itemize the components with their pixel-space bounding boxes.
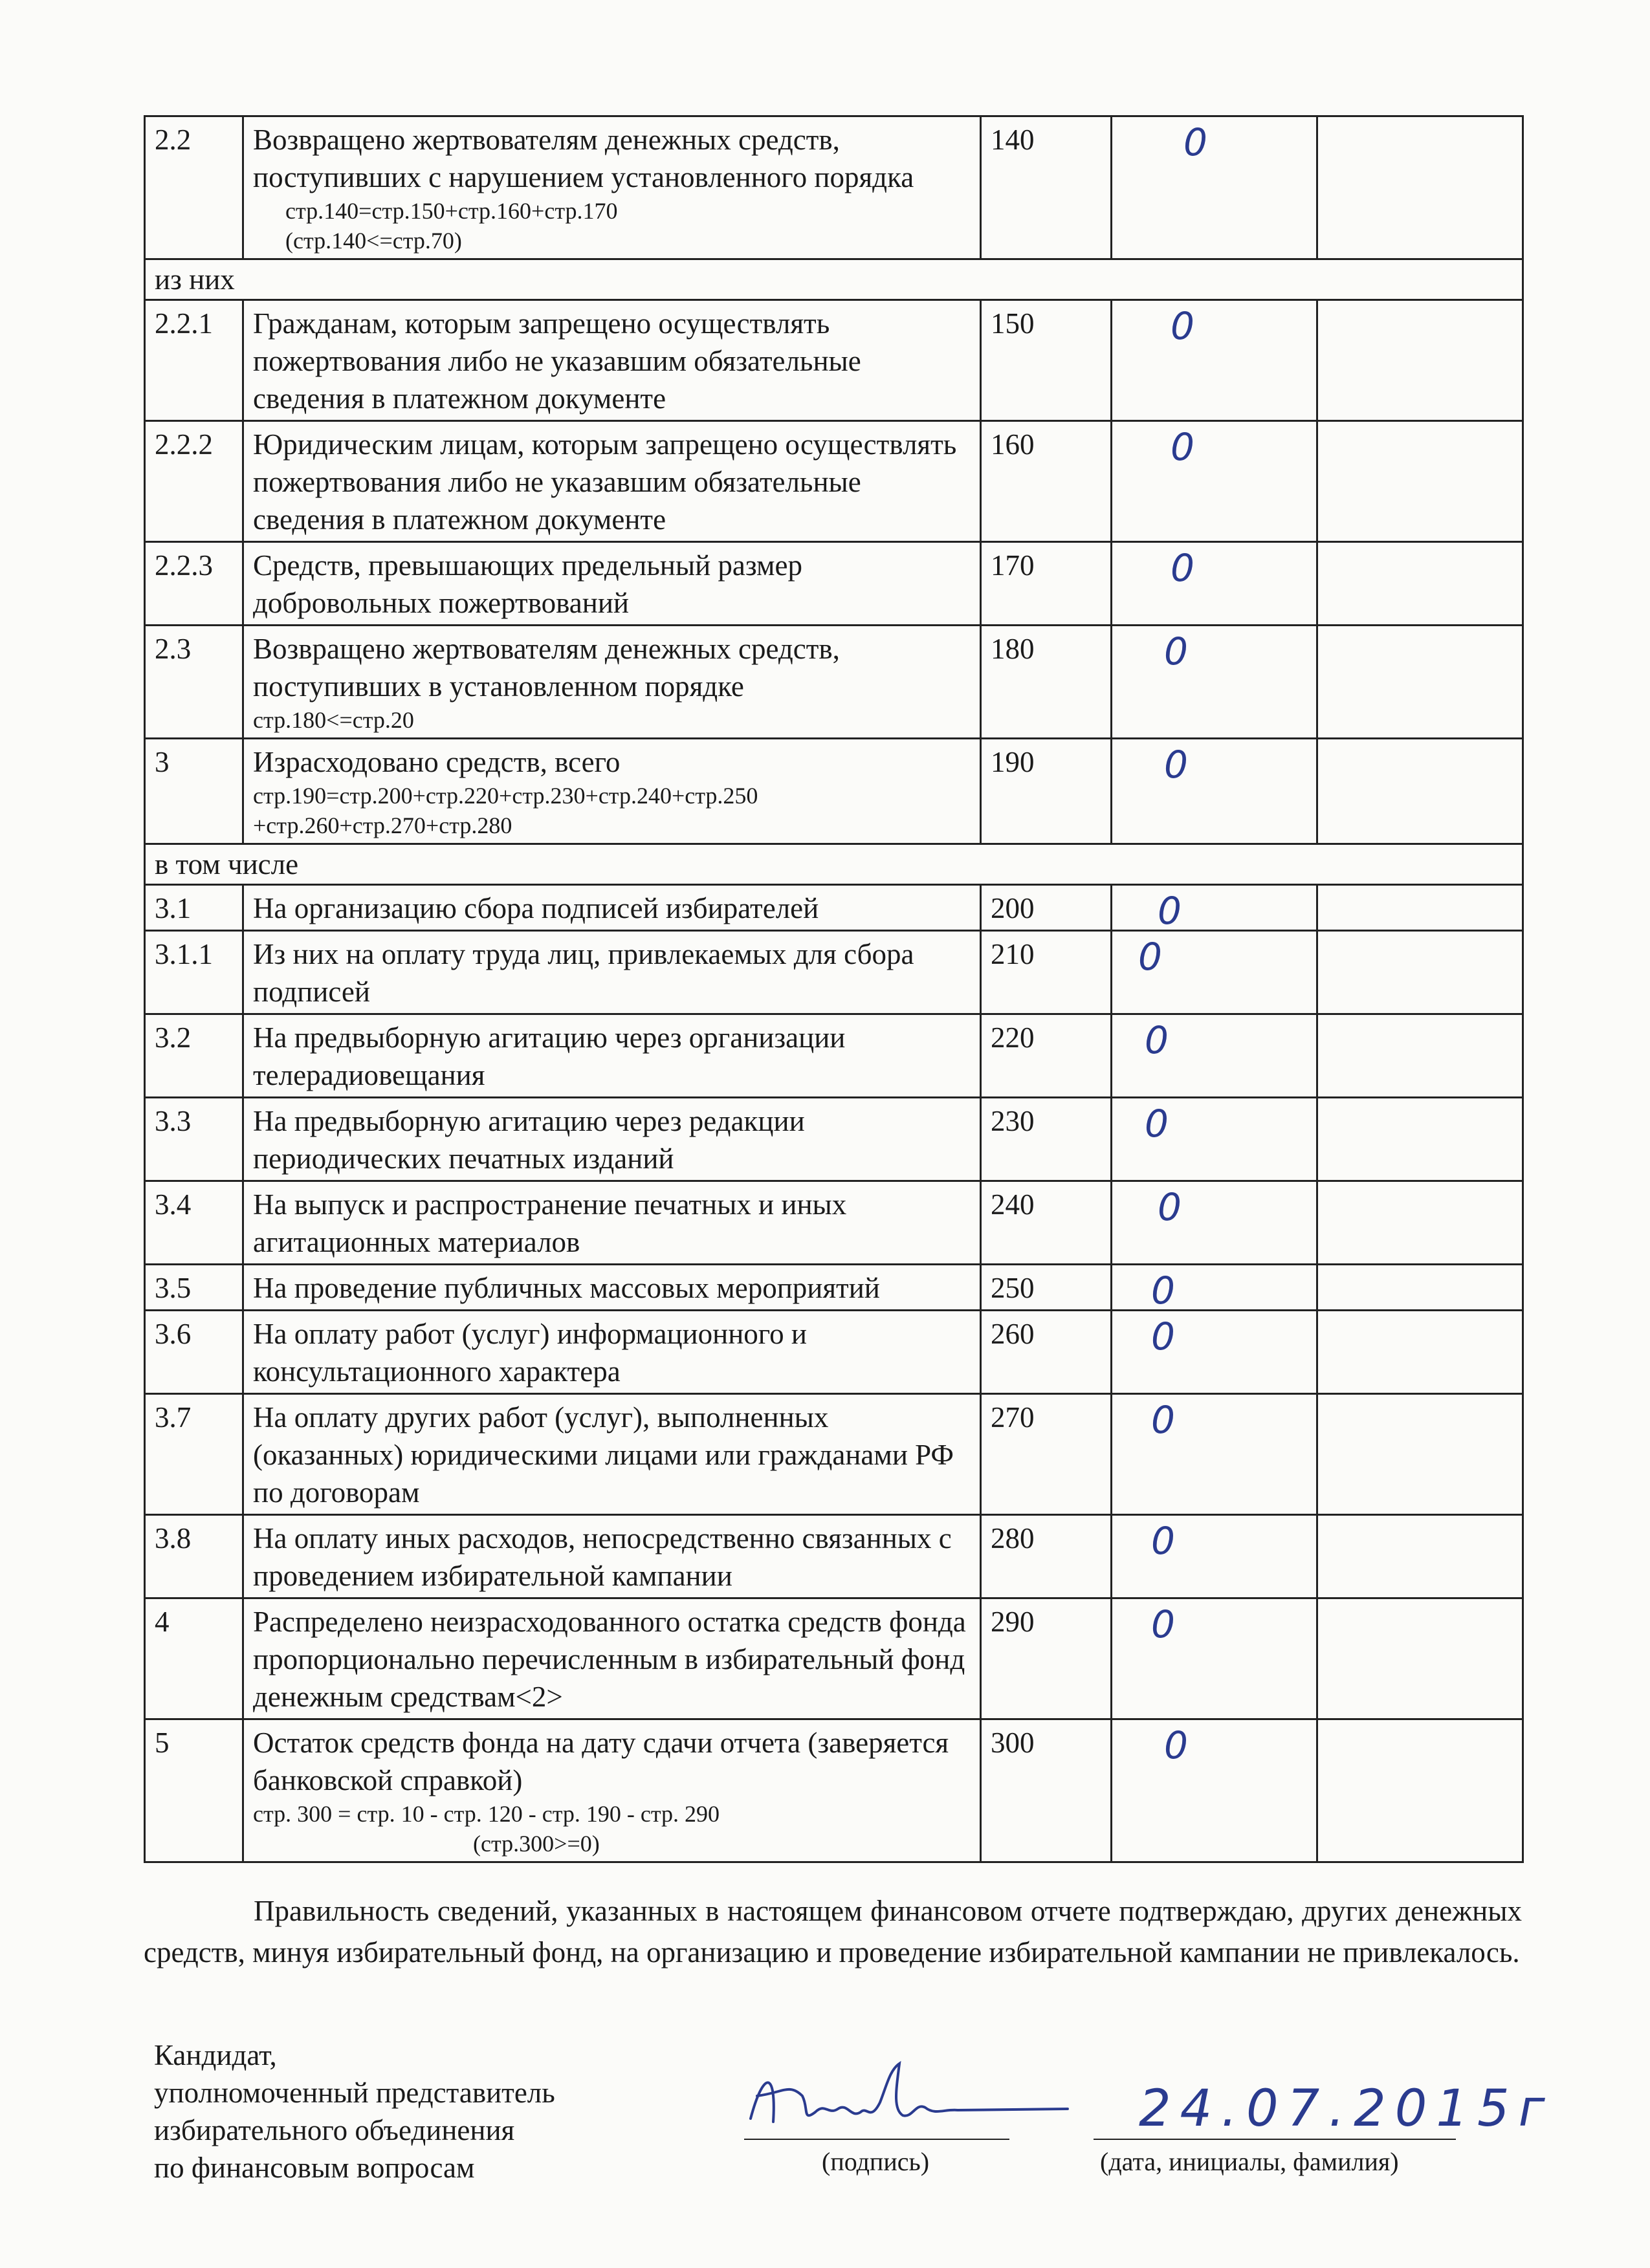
row-formula: стр.140=стр.150+стр.160+стр.170 [285, 198, 618, 224]
row-number: 2.2.1 [145, 300, 243, 421]
date-line [1094, 2139, 1456, 2140]
row-text: Израсходовано средств, всего [253, 746, 621, 778]
row-description [243, 421, 981, 542]
row-empty-cell [1317, 1181, 1523, 1265]
row-number: 2.3 [145, 626, 243, 739]
row-code: 300 [981, 1719, 1112, 1862]
handwritten-value: 0 [1151, 1269, 1175, 1313]
row-code: 140 [981, 116, 1112, 259]
row-text: Из них на оплату труда лиц, привлекаемых для сбора подписей [253, 938, 914, 1008]
section-label: из них [145, 259, 1523, 300]
handwritten-value: 0 [1171, 425, 1194, 469]
row-number: 3.6 [145, 1311, 243, 1394]
handwritten-value: 0 [1183, 120, 1207, 164]
signature-caption: (подпись) [822, 2147, 930, 2176]
row-code: 160 [981, 421, 1112, 542]
handwritten-value: 0 [1151, 1314, 1175, 1358]
row-value [1112, 931, 1317, 1014]
table-row [145, 1719, 1523, 1862]
row-description [243, 1311, 981, 1394]
row-code: 240 [981, 1181, 1112, 1265]
row-description [243, 885, 981, 931]
table-row [145, 421, 1523, 542]
table-row [145, 885, 1523, 931]
row-text: На организацию сбора подписей избирателей [253, 892, 819, 924]
row-description [243, 931, 981, 1014]
row-description [243, 542, 981, 626]
row-empty-cell [1317, 1098, 1523, 1181]
row-number: 5 [145, 1719, 243, 1862]
row-description [243, 626, 981, 739]
handwritten-value: 0 [1158, 889, 1182, 933]
report-table [144, 115, 1524, 1863]
row-description [243, 1598, 981, 1719]
handwritten-value: 0 [1164, 743, 1188, 787]
row-number: 3.1.1 [145, 931, 243, 1014]
row-value [1112, 300, 1317, 421]
row-value [1112, 1265, 1317, 1311]
row-value [1112, 1014, 1317, 1098]
row-empty-cell [1317, 542, 1523, 626]
handwritten-value: 0 [1164, 629, 1188, 673]
table-row [145, 1311, 1523, 1394]
row-text: Возвращено жертвователям денежных средств, поступивших в установленном порядке [253, 633, 840, 703]
row-code: 180 [981, 626, 1112, 739]
row-value [1112, 542, 1317, 626]
handwritten-value: 0 [1171, 304, 1194, 348]
row-number: 3 [145, 739, 243, 844]
table-row [145, 1394, 1523, 1515]
row-empty-cell [1317, 739, 1523, 844]
table-row [145, 1098, 1523, 1181]
handwritten-value: 0 [1158, 1185, 1182, 1229]
row-code: 280 [981, 1515, 1112, 1598]
confirmation-statement: Правильность сведений, указанных в настоящем финансовом отчете подтверждаю, других денежных средств, минуя избирательный фонд, на организацию и проведение избирательной кампании не привлекалось. [144, 1895, 1522, 1968]
signatory-title [154, 2036, 555, 2186]
row-empty-cell [1317, 931, 1523, 1014]
section-row [145, 259, 1523, 300]
row-code: 190 [981, 739, 1112, 844]
row-description [243, 1515, 981, 1598]
row-number: 3.4 [145, 1181, 243, 1265]
row-number: 3.7 [145, 1394, 243, 1515]
row-number: 3.8 [145, 1515, 243, 1598]
table-row [145, 931, 1523, 1014]
row-code: 150 [981, 300, 1112, 421]
row-value [1112, 1598, 1317, 1719]
row-text: Остаток средств фонда на дату сдачи отчета (заверяется банковской справкой) [253, 1727, 949, 1796]
row-value [1112, 739, 1317, 844]
row-text: Средств, превышающих предельный размер добровольных пожертвований [253, 549, 802, 619]
row-empty-cell [1317, 1598, 1523, 1719]
table-row [145, 300, 1523, 421]
row-description [243, 300, 981, 421]
handwritten-date: 24.07.2015г [1139, 2080, 1554, 2138]
row-text: На предвыборную агитацию через организации телерадиовещания [253, 1021, 846, 1091]
row-formula: (стр.300>=0) [473, 1831, 600, 1857]
row-empty-cell [1317, 300, 1523, 421]
row-value [1112, 626, 1317, 739]
row-code: 200 [981, 885, 1112, 931]
row-text: На предвыборную агитацию через редакции периодических печатных изданий [253, 1105, 805, 1175]
row-description [243, 1098, 981, 1181]
row-code: 260 [981, 1311, 1112, 1394]
row-text: Юридическим лицам, которым запрещено осуществлять пожертвования либо не указавшим обязательные сведения в платежном документе [253, 428, 957, 536]
row-number: 2.2.2 [145, 421, 243, 542]
row-value [1112, 1719, 1317, 1862]
row-empty-cell [1317, 1515, 1523, 1598]
row-empty-cell [1317, 421, 1523, 542]
row-formula: +стр.260+стр.270+стр.280 [253, 812, 512, 838]
row-formula: стр. 300 = стр. 10 - стр. 120 - стр. 190 - стр. 290 [253, 1801, 720, 1827]
row-value [1112, 1098, 1317, 1181]
row-empty-cell [1317, 885, 1523, 931]
row-empty-cell [1317, 116, 1523, 259]
row-number: 3.2 [145, 1014, 243, 1098]
row-formula: (стр.140<=стр.70) [285, 228, 462, 254]
signatory-line: по финансовым вопросам [154, 2152, 475, 2184]
row-text: На оплату других работ (услуг), выполненных (оказанных) юридическими лицами или гражданами РФ по договорам [253, 1401, 954, 1509]
row-code: 220 [981, 1014, 1112, 1098]
table-row [145, 626, 1523, 739]
table-row [145, 739, 1523, 844]
row-description [243, 1394, 981, 1515]
row-formula: стр.180<=стр.20 [253, 707, 414, 733]
handwritten-value: 0 [1151, 1398, 1175, 1442]
row-text: На оплату работ (услуг) информационного и консультационного характера [253, 1318, 807, 1388]
row-value [1112, 116, 1317, 259]
row-description [243, 1719, 981, 1862]
row-number: 4 [145, 1598, 243, 1719]
signatory-line: уполномоченный представитель [154, 2077, 555, 2109]
handwritten-value: 0 [1138, 935, 1162, 979]
table-row [145, 1014, 1523, 1098]
table-row [145, 1181, 1523, 1265]
table-row [145, 1265, 1523, 1311]
row-number: 2.2.3 [145, 542, 243, 626]
row-description [243, 116, 981, 259]
row-empty-cell [1317, 1719, 1523, 1862]
row-text: Гражданам, которым запрещено осуществлять пожертвования либо не указавшим обязательные сведения в платежном документе [253, 307, 861, 415]
row-empty-cell [1317, 626, 1523, 739]
table-row [145, 542, 1523, 626]
handwritten-value: 0 [1145, 1102, 1169, 1146]
row-description [243, 1181, 981, 1265]
table-row [145, 1515, 1523, 1598]
row-code: 230 [981, 1098, 1112, 1181]
row-number: 3.5 [145, 1265, 243, 1311]
row-code: 250 [981, 1265, 1112, 1311]
row-text: Распределено неизрасходованного остатка средств фонда пропорционально перечисленным в избирательный фонд денежным средствам<2> [253, 1606, 966, 1713]
handwritten-value: 0 [1145, 1018, 1169, 1062]
row-empty-cell [1317, 1394, 1523, 1515]
row-empty-cell [1317, 1311, 1523, 1394]
signatory-line: Кандидат, [154, 2039, 277, 2071]
row-number: 2.2 [145, 116, 243, 259]
row-value [1112, 1181, 1317, 1265]
handwritten-value: 0 [1151, 1519, 1175, 1563]
row-text: На проведение публичных массовых мероприятий [253, 1272, 880, 1304]
row-value [1112, 421, 1317, 542]
row-formula: стр.190=стр.200+стр.220+стр.230+стр.240+стр.250 [253, 783, 758, 809]
table-row [145, 1598, 1523, 1719]
row-empty-cell [1317, 1265, 1523, 1311]
row-code: 170 [981, 542, 1112, 626]
row-value [1112, 1311, 1317, 1394]
handwritten-value: 0 [1171, 546, 1194, 590]
row-value [1112, 885, 1317, 931]
row-text: На оплату иных расходов, непосредственно связанных с проведением избирательной кампании [253, 1522, 952, 1592]
row-code: 270 [981, 1394, 1112, 1515]
row-description [243, 1265, 981, 1311]
row-value [1112, 1394, 1317, 1515]
handwritten-value: 0 [1164, 1723, 1188, 1767]
signatory-line: избирательного объединения [154, 2114, 515, 2146]
handwritten-signature [744, 2057, 1081, 2148]
section-label: в том числе [145, 844, 1523, 885]
row-empty-cell [1317, 1014, 1523, 1098]
row-value [1112, 1515, 1317, 1598]
row-description [243, 1014, 981, 1098]
handwritten-value: 0 [1151, 1602, 1175, 1646]
row-number: 3.1 [145, 885, 243, 931]
row-description [243, 739, 981, 844]
section-row [145, 844, 1523, 885]
date-caption: (дата, инициалы, фамилия) [1100, 2147, 1399, 2176]
row-text: Возвращено жертвователям денежных средств, поступивших с нарушением установленного порядка [253, 124, 914, 193]
table-row [145, 116, 1523, 259]
row-number: 3.3 [145, 1098, 243, 1181]
row-code: 290 [981, 1598, 1112, 1719]
row-text: На выпуск и распространение печатных и иных агитационных материалов [253, 1188, 847, 1258]
signature-line [744, 2139, 1009, 2140]
row-code: 210 [981, 931, 1112, 1014]
